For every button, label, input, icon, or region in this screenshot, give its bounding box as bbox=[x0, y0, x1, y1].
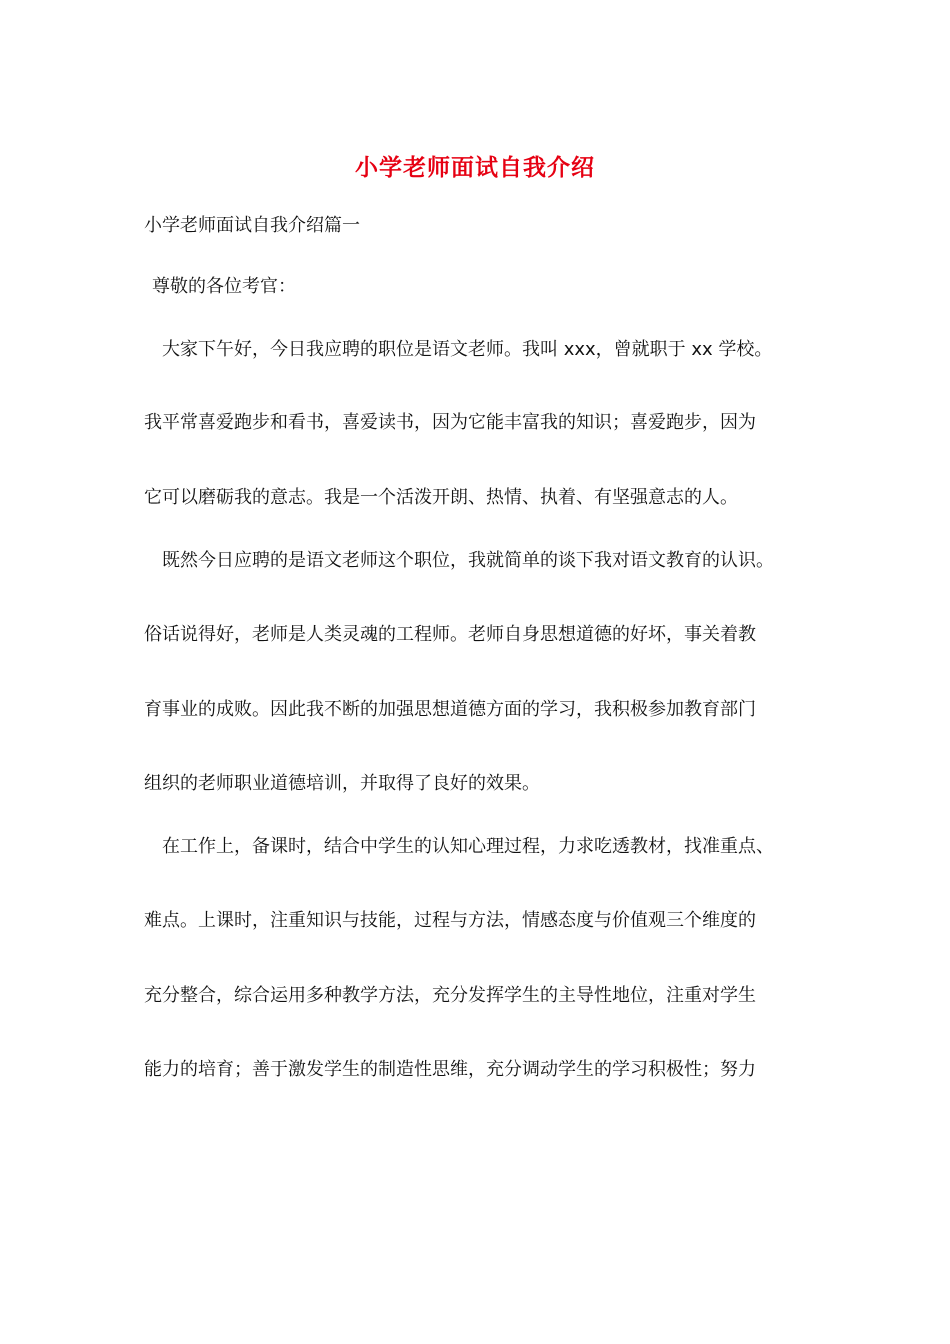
paragraph-line: 在工作上，备课时，结合中学生的认知心理过程，力求吃透教材，找准重点、 bbox=[162, 836, 774, 857]
document-title: 小学老师面试自我介绍 bbox=[355, 154, 595, 181]
paragraph-line: 俗话说得好，老师是人类灵魂的工程师。老师自身思想道德的好坏，事关着教 bbox=[144, 624, 756, 645]
paragraph-line: 它可以磨砺我的意志。我是一个活泼开朗、热情、执着、有坚强意志的人。 bbox=[144, 487, 738, 508]
section-heading: 小学老师面试自我介绍篇一 bbox=[144, 215, 360, 236]
paragraph-line: 育事业的成败。因此我不断的加强思想道德方面的学习，我积极参加教育部门 bbox=[144, 699, 756, 720]
paragraph-line: 能力的培育；善于激发学生的制造性思维，充分调动学生的学习积极性；努力 bbox=[144, 1059, 756, 1080]
salutation: 尊敬的各位考官： bbox=[152, 276, 296, 297]
paragraph-line: 充分整合，综合运用多种教学方法，充分发挥学生的主导性地位，注重对学生 bbox=[144, 985, 756, 1006]
paragraph-line: 我平常喜爱跑步和看书，喜爱读书，因为它能丰富我的知识；喜爱跑步，因为 bbox=[144, 412, 756, 433]
paragraph-line: 既然今日应聘的是语文老师这个职位，我就简单的谈下我对语文教育的认识。 bbox=[162, 550, 774, 571]
paragraph-line: 难点。上课时，注重知识与技能，过程与方法，情感态度与价值观三个维度的 bbox=[144, 910, 756, 931]
paragraph-line: 大家下午好，今日我应聘的职位是语文老师。我叫 xxx，曾就职于 xx 学校。 bbox=[162, 339, 773, 360]
paragraph-line: 组织的老师职业道德培训，并取得了良好的效果。 bbox=[144, 773, 540, 794]
